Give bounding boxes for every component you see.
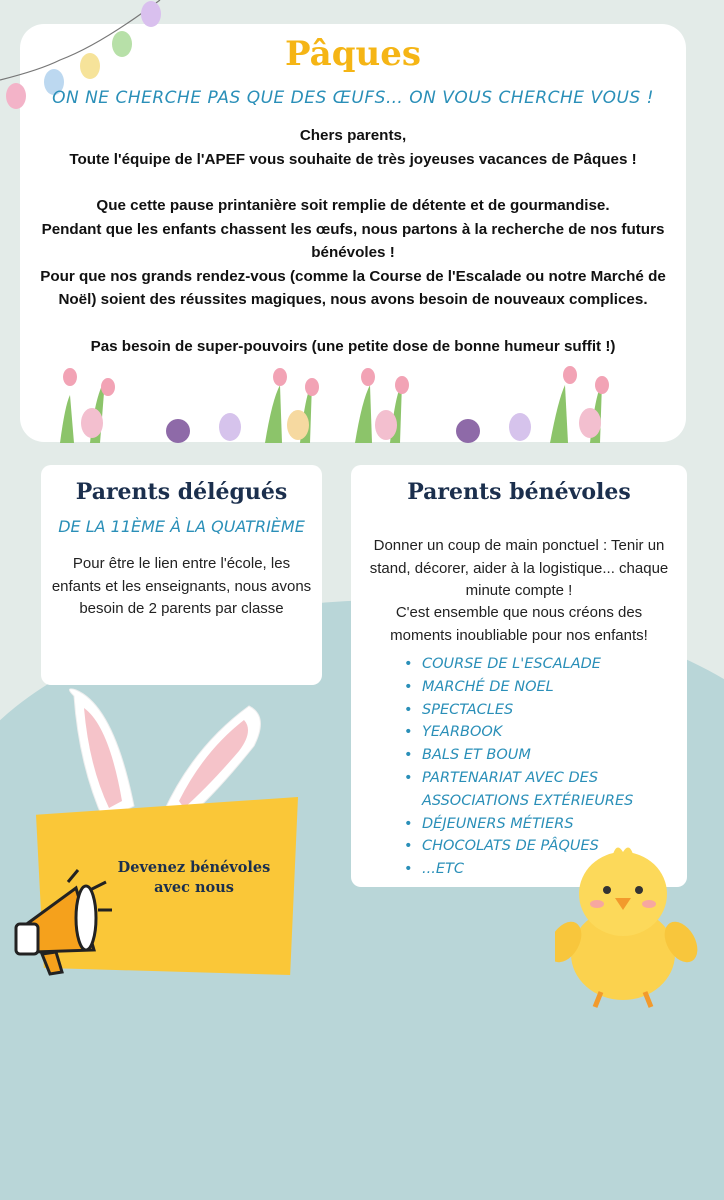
letter-line: Pendant que les enfants chassent les œufs, nous partons à la recherche de nos futurs bénévoles ! — [41, 220, 665, 261]
volunteers-text: Donner un coup de main ponctuel : Tenir un stand, décorer, aider à la logistique... chaque minute compte ! — [369, 537, 669, 599]
megaphone-icon — [6, 868, 116, 980]
list-item: • PARTENARIAT AVEC DES ASSOCIATIONS EXTÉRIEURES — [404, 767, 640, 813]
list-item: • MARCHÉ DE NOEL — [404, 676, 640, 699]
chick-icon — [555, 842, 700, 1012]
cta-text: Devenez bénévoles avec nous — [117, 859, 271, 896]
delegates-card — [41, 465, 322, 685]
volunteers-text: C'est ensemble que nous créons des moments inoubliable pour nos enfants! — [390, 604, 648, 644]
volunteers-title: Parents bénévoles — [407, 479, 631, 505]
list-item: • SPECTACLES — [404, 699, 640, 722]
letter-line: Toute l'équipe de l'APEF vous souhaite de très joyeuses vacances de Pâques ! — [69, 150, 637, 168]
list-item: • BALS ET BOUM — [404, 744, 640, 767]
tagline: ON NE CHERCHE PAS QUE DES ŒUFS… ON VOUS CHERCHE VOUS ! — [52, 88, 654, 108]
list-item: • CHOCOLATS DE PÂQUES — [404, 835, 640, 858]
delegates-subtitle: DE LA 11ÈME À LA QUATRIÈME — [58, 517, 305, 536]
tulip-border-icon — [50, 365, 626, 443]
delegates-title: Parents délégués — [75, 479, 288, 505]
letter-line: Pour que nos grands rendez-vous (comme la Course de l'Escalade ou notre Marché de Noël) soient des réussites magiques, nous avons besoin de nouveaux complices. — [40, 267, 666, 308]
greeting: Chers parents, — [299, 127, 407, 144]
list-item: • YEARBOOK — [404, 721, 640, 744]
letter-line: Que cette pause printanière soit remplie de détente et de gourmandise. — [96, 197, 610, 214]
list-item: • DÉJEUNERS MÉTIERS — [404, 813, 640, 836]
list-item: • ...ETC — [404, 858, 640, 881]
letter-line: Pas besoin de super-pouvoirs (une petite dose de bonne humeur suffit !) — [90, 337, 616, 355]
page-title: Pâques — [285, 34, 421, 74]
list-item: • COURSE DE L'ESCALADE — [404, 653, 640, 676]
intro-letter — [30, 124, 676, 358]
delegates-text: Pour être le lien entre l'école, les enfants et les enseignants, nous avons besoin de 2 parents par classe — [51, 555, 312, 617]
